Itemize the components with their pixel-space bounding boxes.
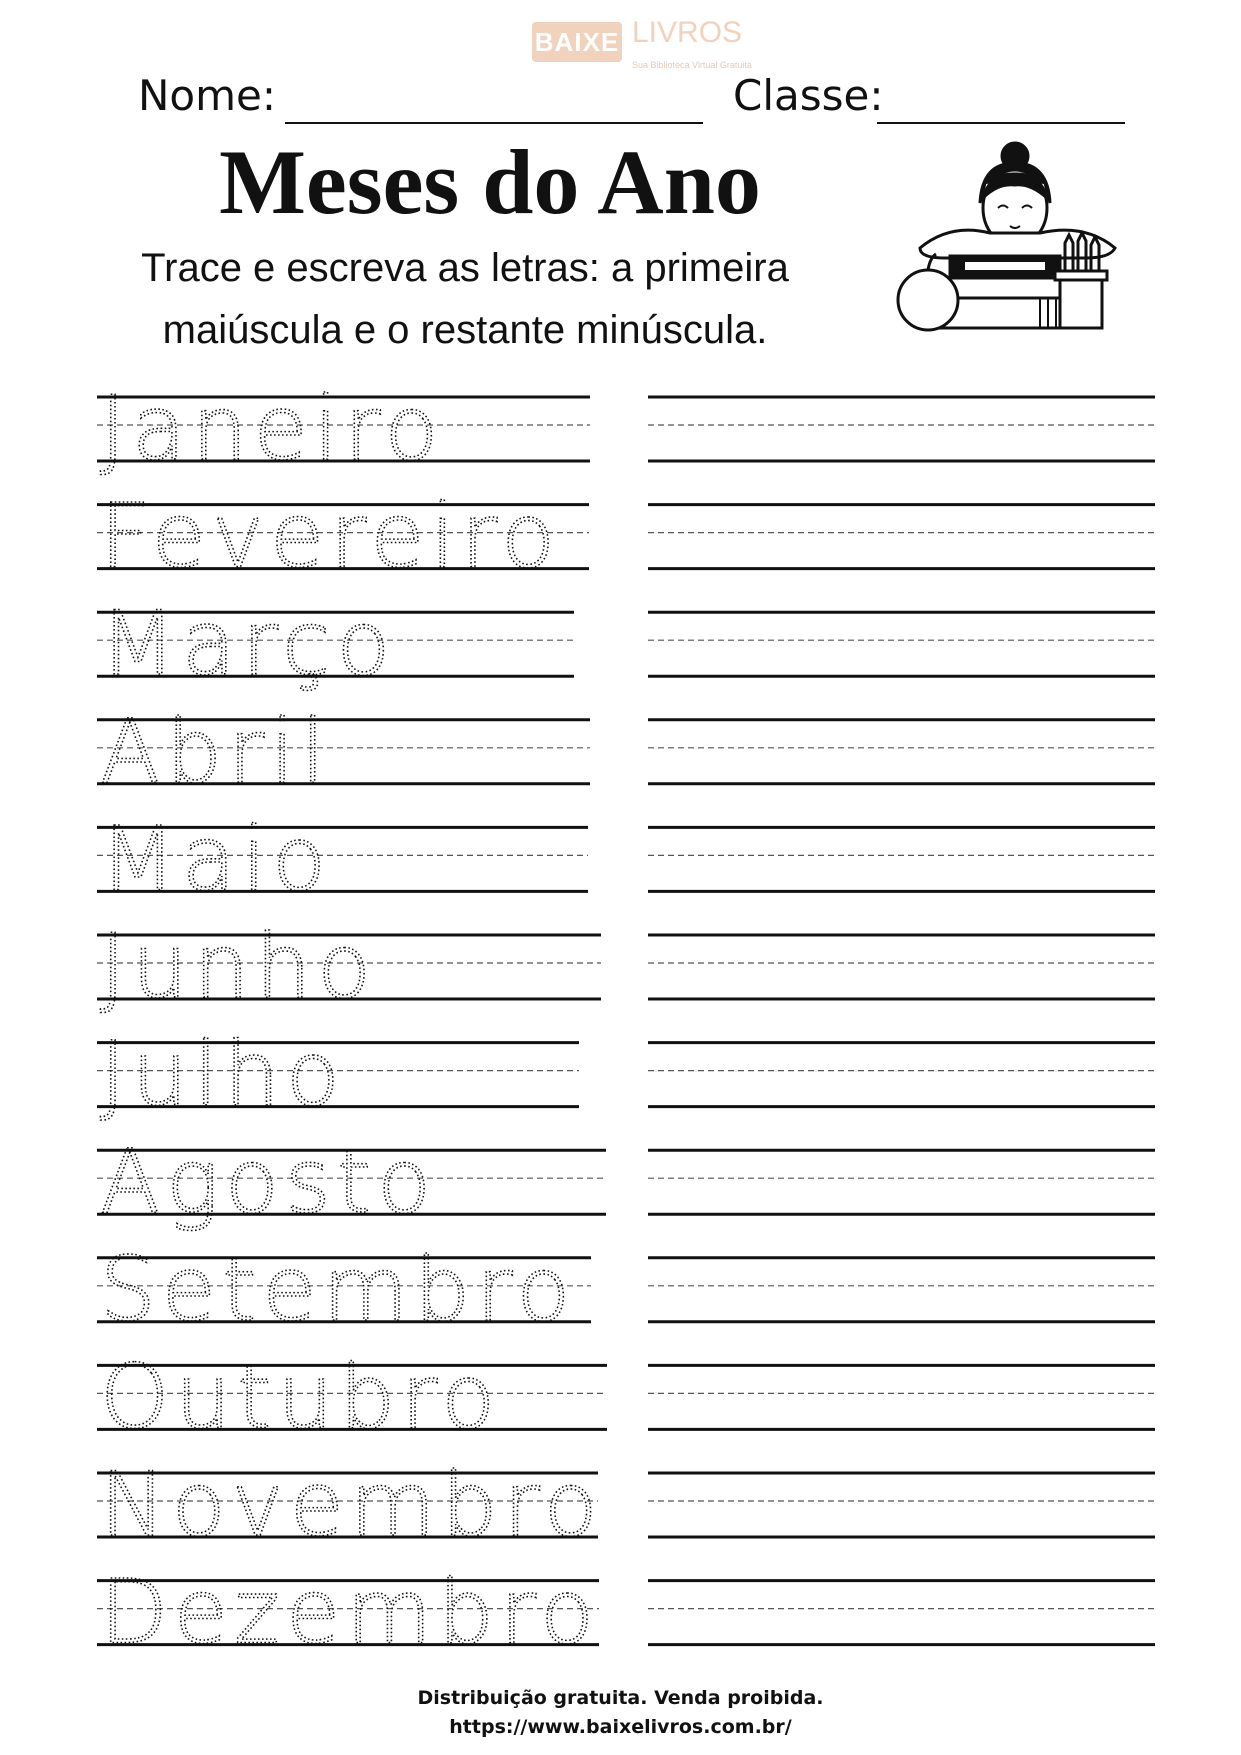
tracing-word-dezembro: Dezembro bbox=[100, 1560, 600, 1664]
tracing-word-fevereiro: Fevereiro bbox=[100, 484, 562, 588]
tracing-word-junho: Junho bbox=[100, 915, 378, 1018]
logo-tagline: Sua Biblioteca Virtual Gratuita bbox=[632, 60, 752, 70]
logo-livros: LIVROS bbox=[632, 16, 743, 49]
name-label: Nome: bbox=[138, 71, 277, 120]
tracing-word-novembro: Novembro bbox=[100, 1453, 604, 1556]
footer-notice: Distribuição gratuita. Venda proibida. bbox=[417, 1687, 824, 1709]
tracing-word-março: Março bbox=[100, 592, 397, 696]
tracing-word-maio: Maio bbox=[100, 807, 333, 911]
page-title: Meses do Ano bbox=[219, 131, 761, 233]
tracing-word-julho: Julho bbox=[100, 1022, 346, 1126]
tracing-word-abril: Abril bbox=[100, 699, 332, 803]
footer-url[interactable]: https://www.baixelivros.com.br/ bbox=[449, 1716, 792, 1738]
instruction-line-1: Trace e escreva as letras: a primeira bbox=[141, 246, 789, 290]
instruction-line-2: maiúscula e o restante minúscula. bbox=[162, 308, 768, 352]
tracing-word-janeiro: Janeiro bbox=[100, 377, 445, 480]
class-label: Classe: bbox=[733, 71, 884, 120]
logo-baixe: BAIXE bbox=[532, 22, 622, 62]
tracing-word-agosto: Agosto bbox=[100, 1130, 438, 1234]
tracing-word-outubro: Outubro bbox=[100, 1345, 502, 1449]
footer bbox=[0, 1684, 1241, 1742]
tracing-word-setembro: Setembro bbox=[100, 1237, 577, 1341]
